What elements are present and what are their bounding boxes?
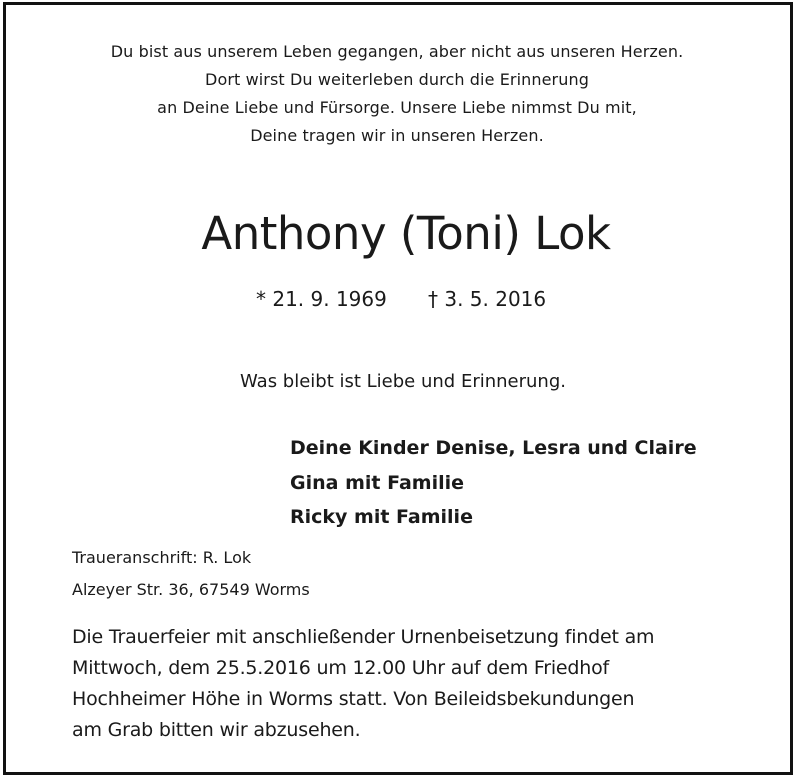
notice-line: Mittwoch, dem 25.5.2016 um 12.00 Uhr auf dem Friedhof (72, 657, 610, 679)
notice-line: Die Trauerfeier mit anschließender Urnenbeisetzung findet am (72, 626, 655, 648)
address-line: Alzeyer Str. 36, 67549 Worms (72, 580, 310, 599)
birth-date: * 21. 9. 1969 (256, 287, 387, 311)
poem-line: Dort wirst Du weiterleben durch die Erinnerung (205, 70, 589, 89)
poem-line: Du bist aus unserem Leben gegangen, aber nicht aus unseren Herzen. (110, 42, 684, 61)
mourner-line: Ricky mit Familie (290, 506, 473, 528)
deceased-name: Anthony (Toni) Lok (201, 207, 611, 260)
address-line: Traueranschrift: R. Lok (72, 548, 252, 567)
death-date: † 3. 5. 2016 (428, 287, 547, 311)
notice-line: am Grab bitten wir abzusehen. (72, 719, 361, 741)
poem-line: an Deine Liebe und Fürsorge. Unsere Liebe nimmst Du mit, (157, 98, 637, 117)
memorial-motto: Was bleibt ist Liebe und Erinnerung. (240, 371, 566, 392)
funeral-notice (72, 622, 654, 746)
notice-line: Hochheimer Höhe in Worms statt. Von Beileidsbekundungen (72, 688, 635, 710)
mourners-list (290, 431, 697, 535)
mourning-address (72, 542, 310, 606)
mourner-line: Deine Kinder Denise, Lesra und Claire (290, 437, 697, 459)
poem-line: Deine tragen wir in unseren Herzen. (250, 126, 544, 145)
mourner-line: Gina mit Familie (290, 471, 464, 494)
memorial-poem (0, 38, 794, 150)
